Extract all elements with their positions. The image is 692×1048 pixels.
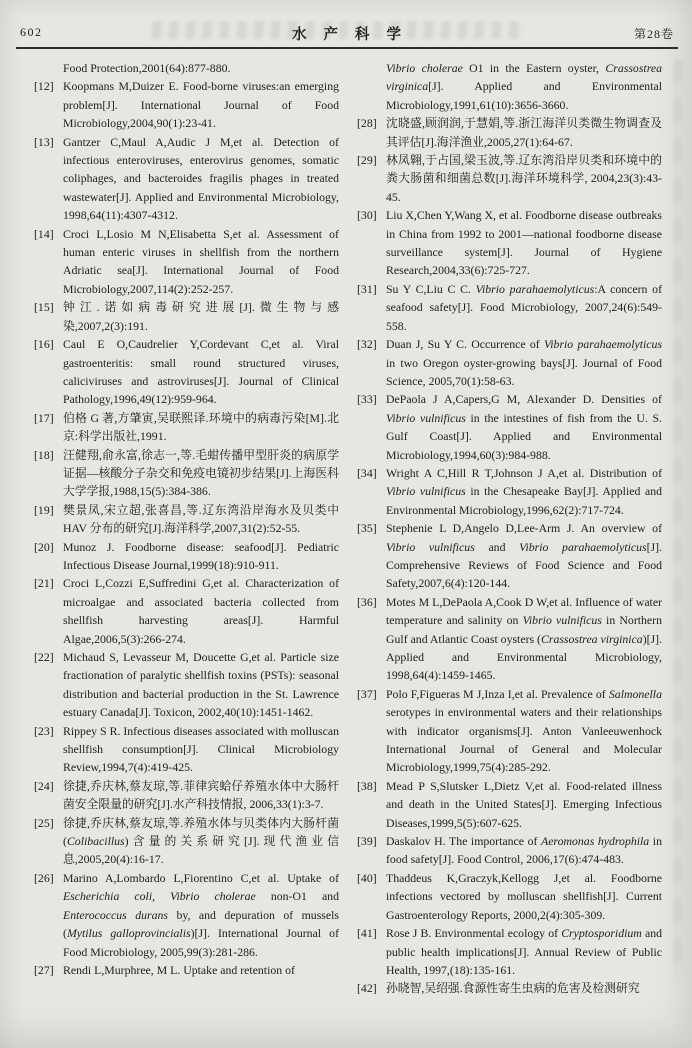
- ref-column-left: [34, 59, 339, 998]
- reference-number: [39]: [357, 834, 377, 849]
- reference-text: Caul E O,Caudrelier Y,Cordevant C,et al. Viral gastroenteritis: small round structured viruses, caliciviruses and astroviruses[J]. Journal of Clinical Pathology,1996,49(12):959-964.: [63, 337, 339, 407]
- reference-text: 樊景凤,宋立超,张喜昌,等.辽东湾沿岸海水及贝类中 HAV 分布的研究[J].海洋科学,2007,31(2):52-55.: [63, 502, 339, 536]
- reference-number: [13]: [34, 134, 54, 149]
- reference-entry: [34, 538, 339, 575]
- reference-number: [31]: [357, 281, 377, 296]
- reference-entry: [34, 869, 339, 961]
- reference-text: Koopmans M,Duizer E. Food-borne viruses:an emerging problem[J]. International Journal of Food Microbiology,2004,90(1):23-41.: [63, 79, 339, 131]
- reference-entry: [357, 151, 662, 206]
- page-header: [18, 20, 676, 46]
- reference-text: 沈晓盛,顾润润,于慧娟,等.浙江海洋贝类微生物调查及其评估[J].海洋渔业,2005,27(1):64-67.: [386, 116, 662, 149]
- reference-text: Michaud S, Levasseur M, Doucette G,et al. Particle size fractionation of paralytic shellfish toxins (PSTs): seasonal distribution and bacterial production in the St. Lawrence estuary Canada[J]. Toxicon, 2002,40(10):1451-1462.: [63, 650, 339, 720]
- reference-text: 徐捷,乔庆林,蔡友琼,等.养殖水体与贝类体内大肠杆菌(Colibacillus)含量的关系研究[J].现代渔业信息,2005,20(4):16-17.: [63, 815, 339, 867]
- reference-text: Thaddeus K,Graczyk,Kellogg J,et al. Foodborne infections vectored by molluscan shellfish[J]. Current Gastroenterology Reports, 2000,2(4):305-309.: [386, 870, 662, 922]
- reference-entry: [34, 501, 339, 538]
- reference-number: [35]: [357, 521, 377, 536]
- reference-text: Liu X,Chen Y,Wang X, et al. Foodborne disease outbreaks in China from 1992 to 2001—national foodborne disease surveillance system[J]. Journal of Hygiene Research,2004,33(6):725-727.: [386, 208, 662, 278]
- reference-entry: [34, 648, 339, 722]
- reference-entry: [34, 225, 339, 299]
- reference-number: [33]: [357, 392, 377, 407]
- reference-number: [40]: [357, 870, 377, 885]
- reference-number: [12]: [34, 79, 54, 94]
- reference-entry: [34, 814, 339, 869]
- reference-text: Stephenie L D,Angelo D,Lee-Arm J. An overview of Vibrio vulnificus and Vibrio parahaemolyticus[J]. Comprehensive Reviews of Food Science and Food Safety,2007,6(4):120-144.: [386, 521, 662, 591]
- reference-entry: [34, 722, 339, 777]
- reference-entry: [34, 961, 339, 979]
- reference-text: Food Protection,2001(64):877-880.: [63, 61, 231, 75]
- reference-number: [29]: [357, 153, 377, 168]
- volume-label: 第28卷: [633, 27, 674, 41]
- reference-entry: [357, 114, 662, 151]
- reference-number: [21]: [34, 576, 54, 591]
- reference-number: [26]: [34, 870, 54, 885]
- reference-text: Rose J B. Environmental ecology of Cryptosporidium and public health implications[J]. Annual Review of Public Health, 1997,(18):135-161.: [386, 926, 662, 977]
- reference-entry: [34, 777, 339, 814]
- reference-text: Rippey S R. Infectious diseases associated with molluscan shellfish consumption[J]. Clinical Microbiology Review,1994,7(4):419-425.: [63, 723, 339, 775]
- reference-text: 林凤翱,于占国,梁玉波,等.辽东湾沿岸贝类和环境中的粪大肠菌和细菌总数[J].海洋环境科学, 2004,23(3):43-45.: [386, 153, 662, 204]
- reference-text: Daskalov H. The importance of Aeromonas hydrophila in food safety[J]. Food Control, 2006,17(6):474-483.: [386, 834, 662, 867]
- reference-number: [42]: [357, 981, 377, 996]
- reference-number: [30]: [357, 208, 377, 223]
- reference-entry: [357, 832, 662, 869]
- reference-text: Croci L,Cozzi E,Suffredini G,et al. Characterization of microalgae and associated bacteria collected from shellfish harvesting areas[J]. Harmful Algae,2006,5(3):266-274.: [63, 576, 339, 646]
- journal-title: 水产科学: [292, 27, 418, 43]
- reference-entry: [357, 206, 662, 280]
- page-number: 602: [20, 25, 43, 39]
- reference-text: Motes M L,DePaola A,Cook D W,et al. Influence of water temperature and salinity on Vibrio vulnificus in Northern Gulf and Atlantic Coast oysters (Crassostrea virginica)[J]. Applied and Environmental Microbiology, 1998,64(4):1459-1465.: [386, 594, 663, 683]
- reference-text: Mead P S,Slutsker L,Dietz V,et al. Food-related illness and death in the United States[J]. Emerging Infectious Diseases,1999,5(5):607-625.: [386, 778, 662, 830]
- reference-number: [20]: [34, 539, 54, 554]
- reference-number: [36]: [357, 594, 377, 609]
- reference-number: [22]: [34, 650, 54, 664]
- reference-text: Marino A,Lombardo L,Fiorentino C,et al. Uptake of Escherichia coli, Vibrio cholerae non-O1 and Enterococcus durans by, and depuration of mussels (Mytilus galloprovincialis)[J]. International Journal of Food Microbiology, 2005,99(3):281-286.: [63, 870, 340, 959]
- reference-number: [34]: [357, 465, 377, 480]
- reference-entry: [357, 335, 662, 390]
- reference-text: Wright A C,Hill R T,Johnson J A,et al. Distribution of Vibrio vulnificus in the Chesapeake Bay[J]. Applied and Environmental Microbiology,1996,62(2):717-724.: [386, 465, 662, 517]
- reference-text: 汪健翔,俞永富,徐志一,等.毛蚶传播甲型肝炎的病原学证据—核酸分子杂交和免疫电镜初步结果[J].上海医科大学学报,1988,15(5):384-386.: [63, 447, 339, 499]
- reference-entry: [34, 335, 339, 409]
- reference-entry: [357, 777, 662, 832]
- reference-entry: [357, 519, 662, 593]
- reference-number: [41]: [357, 926, 377, 941]
- reference-entry: [34, 574, 339, 648]
- reference-entry: [357, 924, 662, 979]
- bleed-through-artifact-edge: [674, 60, 682, 980]
- reference-text: 孙晓智,吴绍强.食源性寄生虫病的危害及检测研究: [386, 981, 640, 996]
- reference-number: [38]: [357, 778, 377, 793]
- reference-number: [23]: [34, 723, 54, 738]
- reference-text: Su Y C,Liu C C. Vibrio parahaemolyticus:A concern of seafood safety[J]. Food Microbiology, 2007,24(6):549-558.: [386, 281, 662, 333]
- reference-entry: [34, 298, 339, 335]
- reference-entry: [357, 464, 662, 519]
- reference-entry: [357, 593, 662, 685]
- references-section: [34, 59, 662, 998]
- reference-text: 伯格 G 著,方肇寅,吴联熙译.环境中的病毒污染[M].北京:科学出版社,1991.: [63, 410, 339, 444]
- reference-number: [27]: [34, 962, 54, 977]
- reference-entry: [357, 59, 662, 114]
- reference-entry: [34, 446, 339, 501]
- reference-text: Gantzer C,Maul A,Audic J M,et al. Detection of infectious enteroviruses, enterovirus genomes, somatic coliphages, and bacteroides fragilis phages in treated wastewater[J]. Applied and Environmental Microbiology, 1998,64(11):4307-4312.: [63, 134, 339, 223]
- reference-text: Duan J, Su Y C. Occurrence of Vibrio parahaemolyticus in two Oregon oyster-growing bays[J]. Journal of Food Science, 2005,70(1):58-63.: [386, 337, 662, 388]
- reference-entry: [34, 133, 339, 225]
- reference-number: [32]: [357, 337, 377, 352]
- reference-entry: [34, 409, 339, 446]
- reference-text: Polo F,Figueras M J,Inza I,et al. Prevalence of Salmonella serotypes in environmental waters and their relationships with indicator organisms[J]. Anton Vanleeuwenhock International Journal of General and Molecular Microbiology,1999,75(4):285-292.: [386, 686, 662, 775]
- reference-entry: [357, 390, 662, 464]
- header-rule: [16, 47, 678, 49]
- reference-entry: [357, 685, 662, 777]
- reference-text: 钟江.诺如病毒研究进展[J].微生物与感染,2007,2(3):191.: [63, 300, 339, 333]
- reference-number: [15]: [34, 300, 54, 315]
- ref-column-right: [357, 59, 662, 998]
- reference-text: Rendi L,Murphree, M L. Uptake and retention of: [63, 962, 295, 977]
- reference-number: [16]: [34, 337, 54, 352]
- reference-entry: [34, 59, 339, 77]
- reference-text: DePaola J A,Capers,G M, Alexander D. Densities of Vibrio vulnificus in the intestines of fish from the U. S. Gulf Coast[J]. Applied and Environmental Microbiology,1994,60(3):984-988.: [386, 392, 662, 462]
- reference-number: [28]: [357, 116, 377, 131]
- reference-text: Croci L,Losio M N,Elisabetta S,et al. Assessment of human enteric viruses in shellfish from the northern Adriatic sea[J]. International Journal of Food Microbiology,2007,114(2):252-257.: [63, 226, 339, 296]
- reference-entry: [357, 979, 662, 997]
- reference-entry: [357, 280, 662, 335]
- reference-number: [19]: [34, 502, 54, 517]
- reference-number: [17]: [34, 410, 54, 425]
- reference-text: 徐捷,乔庆林,蔡友琼,等.菲律宾蛤仔养殖水体中大肠杆菌安全限量的研究[J].水产科技情报, 2006,33(1):3-7.: [63, 778, 339, 812]
- reference-entry: [357, 869, 662, 924]
- reference-number: [14]: [34, 226, 54, 241]
- reference-text: Vibrio cholerae O1 in the Eastern oyster, Crassostrea virginica[J]. Applied and Environmental Microbiology,1991,61(10):3656-3660.: [386, 61, 662, 112]
- reference-number: [24]: [34, 778, 54, 793]
- reference-number: [37]: [357, 686, 377, 701]
- reference-number: [25]: [34, 815, 54, 830]
- reference-entry: [34, 77, 339, 132]
- reference-number: [18]: [34, 447, 54, 462]
- reference-text: Munoz J. Foodborne disease: seafood[J]. Pediatric Infectious Disease Journal,1999(18):910-911.: [63, 539, 339, 572]
